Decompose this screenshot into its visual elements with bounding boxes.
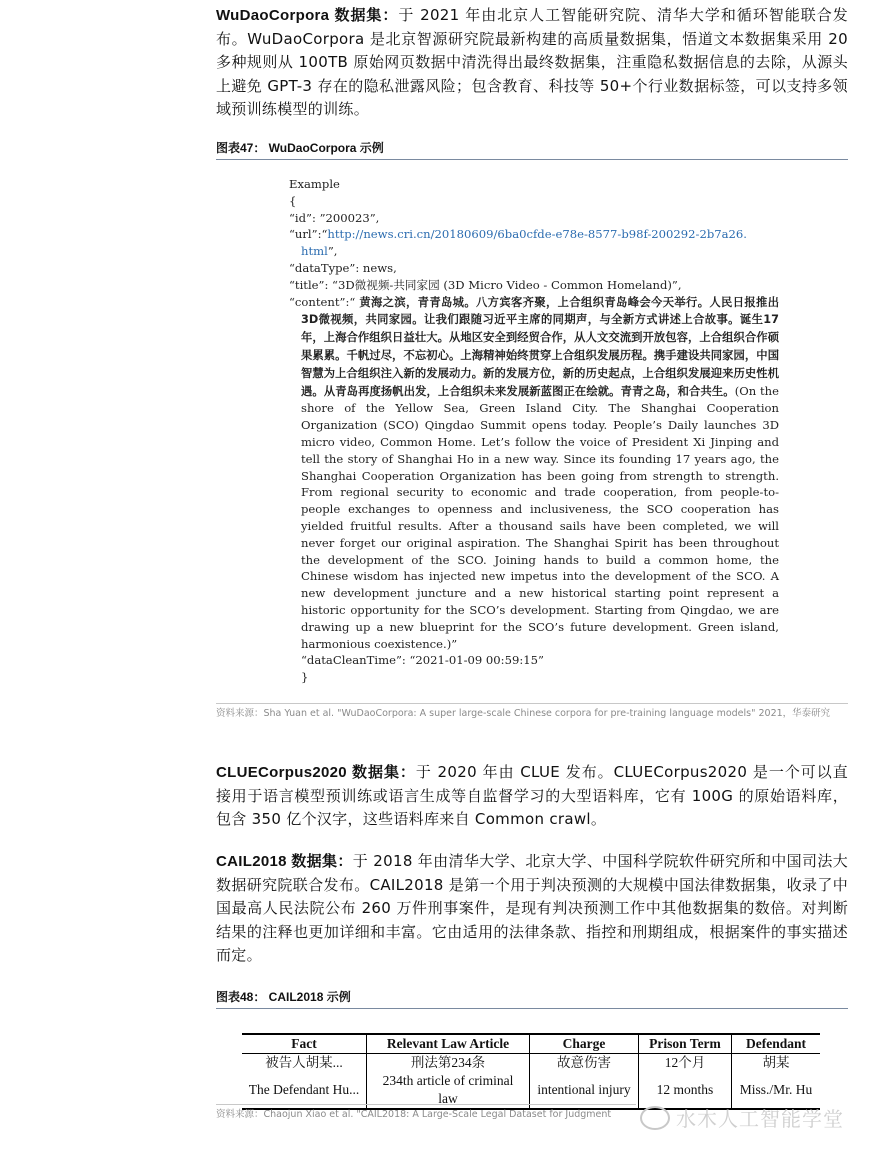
table-cell: 12个月 <box>639 1054 732 1073</box>
wechat-icon <box>640 1106 670 1130</box>
table-cell: 12 months <box>639 1072 732 1109</box>
figure-47-title: 图表47： WuDaoCorpora 示例 <box>216 139 848 160</box>
paragraph-heading: CLUECorpus2020 数据集： <box>216 764 416 781</box>
example-header: Example <box>289 177 340 191</box>
figure-47-source: 资料来源：Sha Yuan et al. "WuDaoCorpora: A super large-scale Chinese corpora for pre-training language models" 2021，华泰研究 <box>216 703 848 722</box>
cail-example-table <box>242 1033 820 1110</box>
table-cell: intentional injury <box>530 1072 639 1109</box>
table-row <box>242 1054 820 1073</box>
example-url-link-cont[interactable]: html <box>301 244 328 259</box>
example-url-link[interactable]: http://news.cri.cn/20180609/6ba0cfde-e78e-8577-b98f-200292-2b7a26. <box>327 227 747 242</box>
watermark <box>640 1100 870 1136</box>
table-header: Prison Term <box>639 1034 732 1054</box>
table-header: Fact <box>242 1034 367 1054</box>
paragraph-wudaocorpora <box>216 4 848 122</box>
table-header: Defendant <box>732 1034 821 1054</box>
paragraph-heading: WuDaoCorpora 数据集： <box>216 7 399 24</box>
paragraph-cail2018 <box>216 850 848 968</box>
table-header-row <box>242 1034 820 1054</box>
table-cell: 刑法第234条 <box>367 1054 530 1073</box>
paragraph-cluecorpus <box>216 761 848 832</box>
table-cell: Miss./Mr. Hu <box>732 1072 821 1109</box>
table-cell: 234th article of criminal law <box>367 1072 530 1109</box>
example-close-brace: } <box>301 670 309 685</box>
figure-48-title: 图表48： CAIL2018 示例 <box>216 988 848 1009</box>
table-cell: 胡某 <box>732 1054 821 1073</box>
table-cell: The Defendant Hu... <box>242 1072 367 1109</box>
table-header: Relevant Law Article <box>367 1034 530 1054</box>
paragraph-text: 于 2020 年由 CLUE 发布。CLUECorpus2020 是一个可以直接用于语言模型预训练或语言生成等自监督学习的大型语料库，它有 100G 的原始语料库，包含 350 亿个汉字，这些语料库来自 Common crawl。 <box>216 763 848 828</box>
example-content-en: (On the shore of the Yellow Sea, Green Island City. The Shanghai Cooperation Organization (SCO) Qingdao Summit opens today. People’s Daily launches 3D micro video, Common Home. Let’s follow the voice of President Xi Jinping and tell the story of Shanghai Ho in a new way. Since its founding 17 years ago, the Shanghai Cooperation Organization has been going from strength to strength. From regional security to economic and trade cooperation, from people-to-people exchanges to openness and inclusiveness, the SCO cooperation has yielded fruitful results. After a thousand sails have been completed, we will never forget our original aspiration. The Shanghai Spirit has been throughout the development of the SCO. Joining hands to build a common home, the Chinese wisdom has injected new impetus into the development of the SCO. A new development juncture and a new historical starting point represent a historic opportunity for the SCO’s development. Starting from Qingdao, we are drawing up a new blueprint for the SCO’s future development. Green island, harmonious coexistence.)” <box>301 383 779 651</box>
example-clean-time: “dataCleanTime”: “2021-01-09 00:59:15” <box>301 653 544 668</box>
figure-48-source: 资料来源：Chaojun Xiao et al. "CAIL2018: A Large-Scale Legal Dataset for Judgment <box>216 1104 636 1123</box>
example-url: “url”:“http://news.cri.cn/20180609/6ba0cfde-e78e-8577-b98f-200292-2b7a26. <box>289 227 747 242</box>
paragraph-text: 于 2018 年由清华大学、北京大学、中国科学院软件研究所和中国司法大数据研究院联合发布。CAIL2018 是第一个用于判决预测的大规模中国法律数据集，收录了中国最高人民法院公布 260 万件刑事案件，是现有判决预测工作中其他数据集的数倍。对判断结果的注释也更加详细和丰富。它由适用的法律条款、指控和刑期组成，根据案件的事实描述而定。 <box>216 852 849 964</box>
example-id: “id”: ”200023”, <box>289 210 380 225</box>
example-content: “content”:“ 黄海之滨，青青岛城。八方宾客齐聚，上合组织青岛峰会今天举行。人民日报推出3D微视频，共同家园。让我们跟随习近平主席的同期声，与全新方式讲述上合故事。诞生17年，上海合作组织日益壮大。从地区安全到经贸合作，从人文交流到开放包容，上合组织合作硕果累累。千帆过尽，不忘初心。上海精神始终贯穿上合组织发展历程。携手建设共同家园，中国智慧为上合组织注入新的发展动力。新的发展方位，新的历史起点，上合组织发展迎来历史性机遇。从青岛再度扬帆出发，上合组织未来发展新蓝图正在绘就。青青之岛，和合共生。(On the shore of the Yellow Sea, Green Island City. The Shanghai Cooperation Organization (SCO) Qingdao Summit opens today. People’s Daily launches 3D micro video, Common Home. Let’s follow the voice of President Xi Jinping and tell the story of Shanghai Ho in a new way. Since its founding 17 years ago, the Shanghai Cooperation Organization has been going from strength to strength. From regional security to economic and trade cooperation, from people-to-people exchanges to openness and inclusiveness, the SCO cooperation has yielded fruitful results. After a thousand sails have been completed, we will never forget our original aspiration. The Shanghai Spirit has been throughout the development of the SCO. Joining hands to build a common home, the Chinese wisdom has injected new impetus into the development of the SCO. A new development juncture and a new historical starting point represent a historic opportunity for the SCO’s development. Starting from Qingdao, we are drawing up a new blueprint for the SCO’s future development. Green island, harmonious coexistence.)” <box>289 294 779 651</box>
example-url-cont: html”, <box>301 244 338 259</box>
table-cell: 被告人胡某... <box>265 1055 343 1070</box>
paragraph-text: 于 2021 年由北京人工智能研究院、清华大学和循环智能联合发布。WuDaoCorpora 是北京智源研究院最新构建的高质量数据集，悟道文本数据集采用 20 多种规则从 100TB 原始网页数据中清洗得出最终数据集，注重隐私数据信息的去除，从源头上避免 GPT-3 存在的隐私泄露风险；包含教育、科技等 50+个行业数据标签，可以支持多领域预训练模型的训练。 <box>216 6 849 118</box>
example-content-zh: 黄海之滨，青青岛城。八方宾客齐聚，上合组织青岛峰会今天举行。人民日报推出3D微视频，共同家园。让我们跟随习近平主席的同期声，与全新方式讲述上合故事。诞生17年，上海合作组织日益壮大。从地区安全到经贸合作，从人文交流到开放包容，上合组织合作硕果累累。千帆过尽，不忘初心。上海精神始终贯穿上合组织发展历程。携手建设共同家园，中国智慧为上合组织注入新的发展动力。新的发展方位，新的历史起点，上合组织发展迎来历史性机遇。从青岛再度扬帆出发，上合组织未来发展新蓝图正在绘就。青青之岛，和合共生。 <box>301 295 779 398</box>
table-header: Charge <box>530 1034 639 1054</box>
wudao-example <box>289 176 779 686</box>
watermark-text: 水木人工智能学堂 <box>676 1107 844 1131</box>
example-open-brace: { <box>289 193 297 208</box>
table-cell: 故意伤害 <box>530 1054 639 1073</box>
example-title: “title”: “3D微视频-共同家园 (3D Micro Video - Common Homeland)”, <box>289 277 682 292</box>
example-datatype: “dataType”: news, <box>289 260 397 275</box>
paragraph-heading: CAIL2018 数据集： <box>216 853 353 870</box>
